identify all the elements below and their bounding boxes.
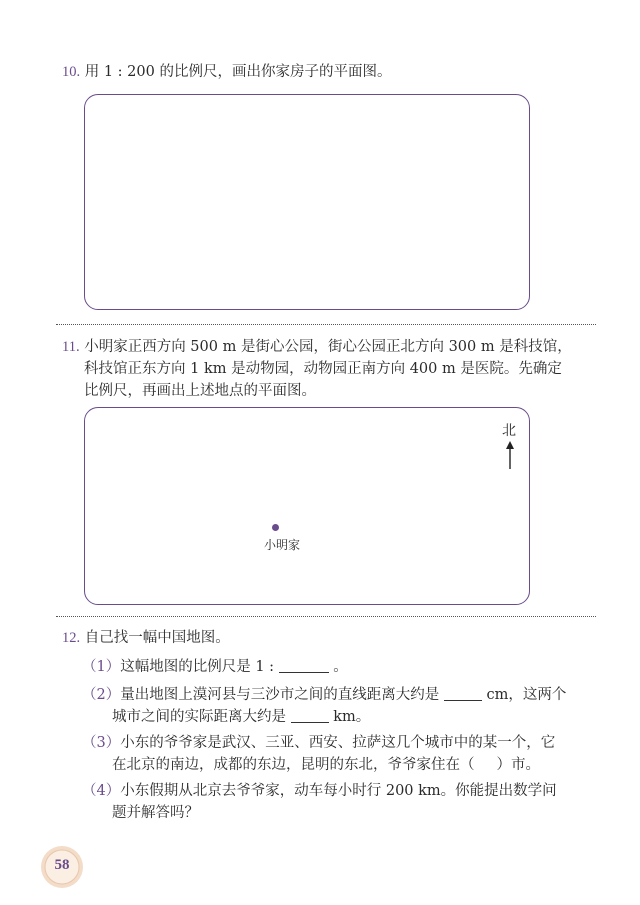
question-12-text: 自己找一幅中国地图。 <box>84 630 230 646</box>
sub-question-3-line-2: 在北京的南边，成都的东边，昆明的东北，爷爷家住在（ <box>112 757 475 773</box>
real-distance-blank[interactable] <box>291 708 329 723</box>
sub-question-4 <box>82 780 557 824</box>
section-divider <box>56 324 596 325</box>
page-number: 58 <box>54 857 70 873</box>
sub-question-3-end: ）市。 <box>496 757 540 773</box>
home-dot-icon <box>272 524 279 531</box>
sub-question-2-number: （2） <box>82 687 121 703</box>
sub-question-1-text: 这幅地图的比例尺是 1 : <box>120 659 275 675</box>
question-11-line-1: 小明家正西方向 500 m 是街心公园，街心公园正北方向 300 m 是科技馆， <box>84 339 572 355</box>
sub-question-1 <box>82 656 348 678</box>
q10-drawing-area[interactable] <box>84 94 530 310</box>
sub-question-3 <box>82 732 555 776</box>
north-label: 北 <box>502 423 516 439</box>
sub-question-4-line-2: 题并解答吗？ <box>112 805 199 821</box>
map-distance-blank[interactable] <box>444 686 482 701</box>
north-arrow-icon <box>503 441 517 471</box>
home-label: 小明家 <box>264 538 301 552</box>
question-12-number: 12. <box>62 630 81 646</box>
sub-question-4-number: （4） <box>82 783 121 799</box>
sub-question-2-mid: cm，这两个 <box>486 687 567 703</box>
sub-question-1-end: 。 <box>333 659 348 675</box>
scale-answer-blank[interactable] <box>279 658 329 673</box>
question-11 <box>62 336 572 402</box>
section-divider <box>56 616 596 617</box>
sub-question-4-line-1: 小东假期从北京去爷爷家，动车每小时行 200 km。你能提出数学问 <box>120 783 557 799</box>
sub-question-3-number: （3） <box>82 735 121 751</box>
page-number-badge <box>39 844 85 890</box>
sub-question-2-end: km。 <box>333 709 371 725</box>
question-11-line-3: 比例尺，再画出上述地点的平面图。 <box>84 383 316 399</box>
question-12 <box>62 627 230 649</box>
question-11-line-2: 科技馆正东方向 1 km 是动物园，动物园正南方向 400 m 是医院。先确定 <box>84 361 562 377</box>
sub-question-2-text: 量出地图上漠河县与三沙市之间的直线距离大约是 <box>120 687 440 703</box>
sub-question-1-number: （1） <box>82 659 121 675</box>
question-10 <box>62 61 391 83</box>
sub-question-2-line-2: 城市之间的实际距离大约是 <box>112 709 286 725</box>
question-10-text: 用 1 : 200 的比例尺，画出你家房子的平面图。 <box>84 64 392 80</box>
q11-drawing-area[interactable] <box>84 407 530 605</box>
question-11-number: 11. <box>62 339 80 355</box>
sub-question-3-line-1: 小东的爷爷家是武汉、三亚、西安、拉萨这几个城市中的某一个，它 <box>120 735 556 751</box>
sub-question-2 <box>82 684 566 728</box>
question-10-number: 10. <box>62 64 81 80</box>
